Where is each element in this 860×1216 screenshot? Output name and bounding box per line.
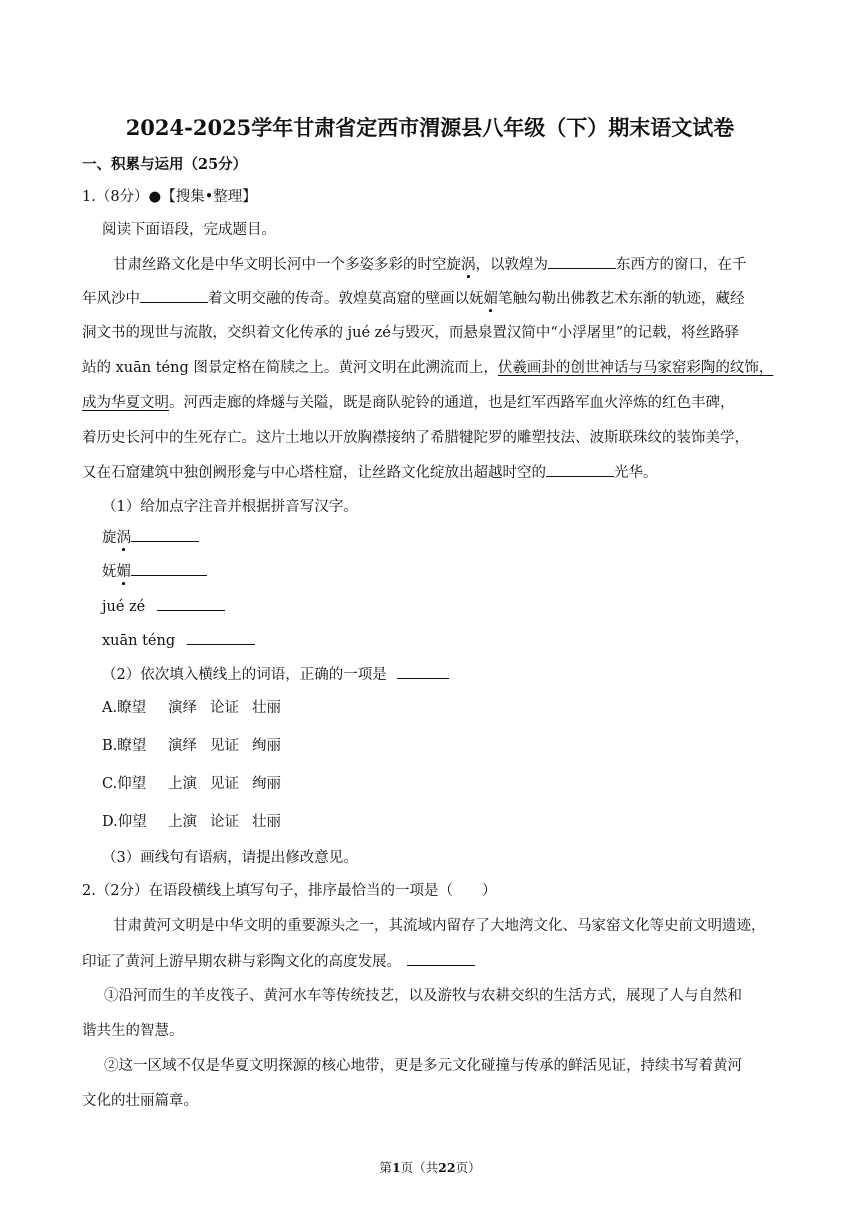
underlined-sentence: 成为华夏文明 [82, 395, 169, 411]
passage-line-3: 洞文书的现世与流散，交织着文化传承的 jué zé与毁灭，而悬泉置汉简中“小浮屠里”的记载，将丝路驿 [82, 325, 740, 341]
answer-blank[interactable] [131, 561, 207, 576]
passage-line-4: 站的 xuān téng 图景定格在简牍之上。黄河文明在此溯流而上，伏羲画卦的创世神话与马家窑彩陶的纹饰， [82, 360, 774, 376]
answer-blank[interactable] [131, 527, 199, 542]
word-item-3: jué zé [102, 596, 225, 617]
fill-blank-3[interactable] [546, 462, 614, 477]
total-pages: 22 [438, 1160, 456, 1175]
passage-line-2: 年风沙中 着文明交融的传奇。敦煌莫高窟的壁画以妩媚笔触勾勒出佛教艺术东渐的轨迹，藏经 [82, 288, 745, 309]
word-item-1: 旋涡 [102, 527, 199, 548]
passage-line-6: 着历史长河中的生死存亡。这片土地以开放胸襟接纳了希腊犍陀罗的雕塑技法、波斯联珠纹的装饰美学， [82, 430, 749, 446]
q2-paragraph-line-1: 甘肃黄河文明是中华文明的重要源头之一，其流域内留存了大地湾文化、马家窑文化等史前文明遗迹， [113, 918, 766, 934]
page-number: 1 [391, 1160, 401, 1175]
question-1-instruction: 阅读下面语段，完成题目。 [102, 222, 276, 238]
subquestion-1: （1）给加点字注音并根据拼音写汉字。 [102, 499, 358, 515]
dotted-char: 涡 [461, 257, 476, 273]
answer-blank[interactable] [157, 596, 225, 611]
fill-blank-1[interactable] [548, 254, 616, 269]
fill-blank-2[interactable] [140, 288, 208, 303]
page-title: 2024-2025学年甘肃省定西市渭源县八年级（下）期末语文试卷 [125, 115, 735, 140]
q2-item-1-line-2: 谐共生的智慧。 [82, 1023, 184, 1039]
option-c[interactable]: C.仰望 上演 见证 绚丽 [102, 776, 281, 792]
q2-item-2-line-2: 文化的壮丽篇章。 [82, 1093, 198, 1109]
q2-item-1-line-1: ①沿河而生的羊皮筏子、黄河水车等传统技艺，以及游牧与农耕交织的生活方式，展现了人与自然和 [104, 988, 742, 1004]
option-b[interactable]: B.瞭望 演绎 见证 绚丽 [102, 738, 281, 754]
word-item-4: xuān téng [102, 630, 255, 651]
answer-blank[interactable] [187, 630, 255, 645]
question-1-header: 1.（8分）●【搜集•整理】 [82, 189, 257, 205]
question-2-header: 2.（2分）在语段横线上填写句子，排序最恰当的一项是（ ） [82, 883, 497, 899]
word-item-2: 妩媚 [102, 561, 207, 582]
dotted-char: 媚 [483, 291, 498, 307]
answer-blank[interactable] [397, 664, 449, 679]
subquestion-2: （2）依次填入横线上的词语，正确的一项是 [102, 664, 449, 685]
answer-blank[interactable] [407, 951, 475, 966]
dotted-char: 媚 [116, 564, 131, 580]
q2-paragraph-line-2: 印证了黄河上游早期农耕与彩陶文化的高度发展。 [82, 951, 475, 972]
option-d[interactable]: D.仰望 上演 论证 壮丽 [102, 814, 281, 830]
passage-line-7: 又在石窟建筑中独创阙形龛与中心塔柱窟，让丝路文化绽放出超越时空的 光华。 [82, 462, 658, 483]
subquestion-3: （3）画线句有语病，请提出修改意见。 [102, 850, 358, 866]
section-heading: 一、积累与运用（25分） [82, 156, 248, 173]
underlined-sentence: 伏羲画卦的创世神话与马家窑彩陶的纹饰， [497, 360, 774, 376]
page-footer: 第1页（共22页） [379, 1160, 481, 1175]
passage-line-5: 成为华夏文明。河西走廊的烽燧与关隘，既是商队驼铃的通道，也是红军西路军血火淬炼的红色丰碑， [82, 395, 735, 411]
passage-line-1: 甘肃丝路文化是中华文明长河中一个多姿多彩的时空旋涡，以敦煌为 东西方的窗口，在千 [113, 254, 747, 275]
q2-item-2-line-1: ②这一区域不仅是华夏文明探源的核心地带，更是多元文化碰撞与传承的鲜活见证，持续书写着黄河 [104, 1058, 742, 1074]
dotted-char: 涡 [116, 530, 131, 546]
option-a[interactable]: A.瞭望 演绎 论证 壮丽 [102, 700, 281, 716]
